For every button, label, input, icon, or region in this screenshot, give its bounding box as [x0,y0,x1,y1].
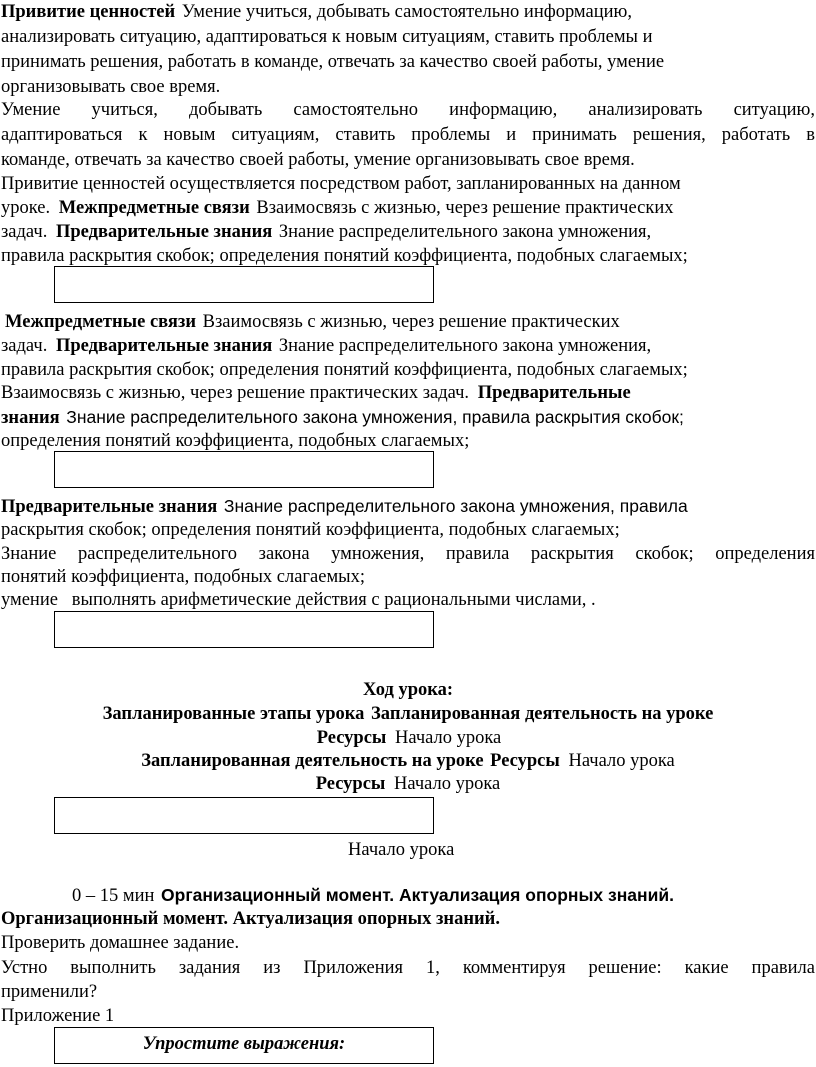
p3-text: Взаимосвязь с жизнью, через решение практических задач. [1,383,470,403]
p3-text: Взаимосвязь с жизнью, через решение практических [202,312,620,332]
p3-line6: определения понятий коэффициента, подобных слагаемых; [1,431,470,451]
subheading-prior-knowledge: Предварительные [477,383,631,403]
lesson-text: Начало урока [393,774,501,794]
subheading-intersubject: Межпредметные связи [58,198,250,218]
lesson-text: Начало урока [394,728,502,748]
lesson-line2 [0,727,816,751]
p1-line4: организовывать свое время. [1,77,221,97]
org-line4: Устно выполнить задания из Приложения 1, комментируя решение: какие правила [1,958,815,978]
empty-frame [54,451,434,488]
org-line5: применили? [1,982,98,1002]
p2-line2: адаптироваться к новым ситуациям, ставить проблемы и принимать решения, работать в [1,125,815,145]
p2-line6 [1,221,651,245]
p1-line1 [1,1,632,25]
p3-line1 [5,311,620,335]
p3-text: Знание распределительного закона умножения, правила раскрытия скобок; [66,407,684,427]
lesson-text: Ресурсы [315,774,386,794]
p2-text: Знание распределительного закона умножения, [278,222,652,242]
p2-line4: Привитие ценностей осуществляется посредством работ, запланированных на данном [1,174,681,194]
org-heading: Организационный момент. Актуализация опорных знаний. [161,885,674,905]
p3-text: задач. [1,336,48,356]
p2-line5 [1,197,674,221]
p4-line2: раскрытия скобок; определения понятий коэффициента, подобных слагаемых; [1,520,620,540]
lesson-start: Начало урока [348,840,455,860]
lesson-line1 [0,703,816,727]
lesson-text: Начало урока [568,751,675,771]
org-line1 [72,884,674,909]
lesson-line3 [0,750,816,774]
empty-frame [54,611,434,648]
empty-frame [54,797,434,834]
p3-line4 [1,382,631,406]
empty-frame [54,266,434,303]
p1-line3: принимать решения, работать в команде, отвечать за качество своей работы, умение [1,52,665,72]
exercise-label: Упростите выражения: [142,1034,346,1054]
p4-line1 [1,495,688,520]
p1-text: Умение учиться, добывать самостоятельно информацию, [181,2,632,22]
p4-text: Знание распределительного закона умножения, правила [223,496,688,516]
lesson-text: Ресурсы [490,751,560,771]
p3-line3: правила раскрытия скобок; определения понятий коэффициента, подобных слагаемых; [1,360,688,380]
lesson-text: Ресурсы [316,728,387,748]
subheading-prior-knowledge: Предварительные знания [55,336,273,356]
org-line6: Приложение 1 [1,1006,115,1026]
p2-line7: правила раскрытия скобок; определения понятий коэффициента, подобных слагаемых; [1,246,688,266]
p2-text: Взаимосвязь с жизнью, через решение практических [256,198,674,218]
p3-text: Знание распределительного закона умножения, [278,336,652,356]
org-text: 0 – 15 мин [72,886,155,906]
org-line3: Проверить домашнее задание. [1,933,240,953]
lesson-text: Запланированная деятельность на уроке [371,704,714,724]
exercise-frame [54,1027,434,1064]
subheading-intersubject: Межпредметные связи [5,312,197,332]
p2-line1: Умение учиться, добывать самостоятельно информацию, анализировать ситуацию, [1,100,815,120]
subheading-prior-knowledge: Предварительные знания [55,222,273,242]
subheading-prior-knowledge-cont: знания [1,408,60,428]
p4-text: умение выполнять арифметические действия с рациональными числами, . [1,590,596,610]
p3-line2 [1,335,651,359]
p2-text: задач. [1,222,48,242]
lesson-line4 [0,773,816,797]
p4-line3: Знание распределительного закона умножения, правила раскрытия скобок; определения [1,544,815,564]
p4-line5 [1,589,604,613]
p4-line4: понятий коэффициента, подобных слагаемых; [1,567,365,587]
p1-line2: анализировать ситуацию, адаптироваться к новым ситуациям, ставить проблемы и [1,27,653,47]
lesson-text: Запланированные этапы урока [102,704,365,724]
org-line2: Организационный момент. Актуализация опорных знаний. [1,909,500,929]
lesson-title: Ход урока: [362,680,454,700]
p2-line3: команде, отвечать за качество своей работы, умение организовывать свое время. [1,150,635,170]
p1-heading: Привитие ценностей [1,2,176,22]
p3-line5 [1,406,684,431]
lesson-text: Запланированная деятельность на уроке [141,751,484,771]
p2-text: уроке. [1,198,51,218]
subheading-prior-knowledge: Предварительные знания [1,497,218,517]
